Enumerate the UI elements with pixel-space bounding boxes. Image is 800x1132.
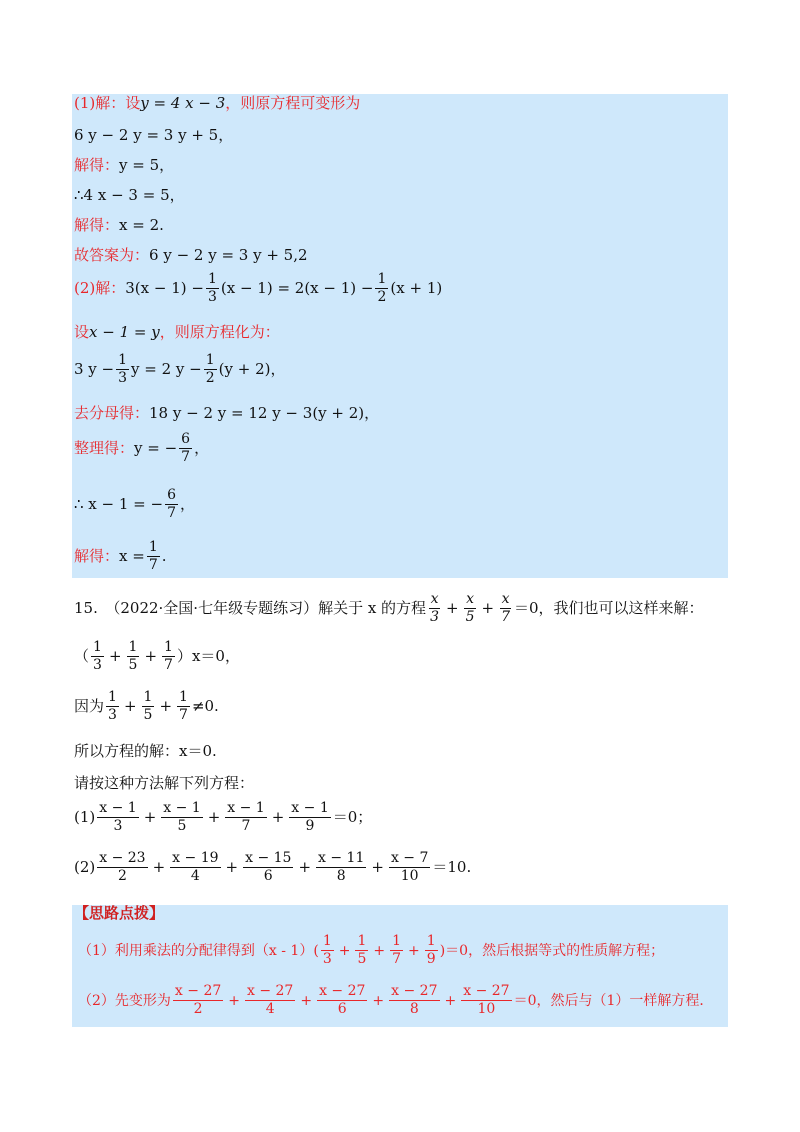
hint-title-text: 【思路点拨】	[74, 904, 165, 922]
fraction: $\frac{x - 27}{2}$	[174, 983, 222, 1018]
plus: +	[225, 858, 239, 877]
fraction: $\frac{1}{5}$	[143, 689, 153, 724]
fraction: $\frac{x - 27}{8}$	[391, 983, 438, 1018]
solution-line-7	[74, 272, 442, 306]
plus: +	[445, 599, 459, 618]
math: ∴4 x − 3 = 5，	[74, 186, 185, 204]
solution-line-2	[74, 128, 233, 143]
part-tail: ＝0；	[332, 808, 373, 827]
plus: +	[144, 647, 158, 666]
part-label: (1)	[74, 808, 96, 827]
part-tail: ＝10.	[432, 858, 472, 877]
plus: +	[108, 647, 122, 666]
label: 整理得：	[74, 439, 135, 458]
solution-line-3	[74, 158, 174, 173]
solution-line-1	[74, 96, 360, 111]
plus: +	[481, 599, 495, 618]
math: y = −	[134, 439, 178, 458]
fraction: $\frac{1}{3}$	[207, 271, 217, 306]
fraction: $\frac{1}{3}$	[322, 933, 332, 968]
plus: +	[271, 808, 285, 827]
solution-line-12	[74, 488, 195, 522]
math: 18 y − 2 y = 12 y − 3(y + 2)，	[149, 404, 380, 422]
fraction: $\frac{x - 1}{9}$	[291, 800, 329, 835]
paren: （	[74, 647, 90, 666]
question-15-step-2	[74, 690, 219, 724]
plus: +	[408, 942, 420, 959]
plus: +	[373, 942, 386, 959]
fraction: $\frac{x - 1}{3}$	[99, 800, 137, 835]
hint-text: （1）利用乘法的分配律得到（x - 1）(	[78, 942, 319, 959]
solution-line-5	[74, 218, 164, 233]
fraction: $\frac{x - 27}{4}$	[247, 983, 294, 1018]
plus: +	[143, 808, 157, 827]
fraction: $\frac{1}{3}$	[93, 639, 102, 674]
fraction: $\frac{1}{2}$	[377, 271, 387, 306]
fraction: $\frac{x - 27}{6}$	[319, 983, 366, 1018]
label: (1)解：设	[74, 94, 141, 112]
fraction: $\frac{x - 7}{10}$	[390, 850, 429, 885]
fraction: $\frac{x}{7}$	[501, 591, 510, 626]
solution-line-10	[74, 406, 379, 421]
question-15-step-3	[74, 744, 217, 759]
math: (x − 1) = 2(x − 1) −	[220, 279, 374, 298]
fraction: $\frac{x - 15}{6}$	[245, 850, 292, 885]
fraction: $\frac{1}{7}$	[392, 933, 402, 968]
fraction: $\frac{1}{7}$	[148, 539, 158, 574]
label: 去分母得：	[74, 404, 150, 422]
step-text: ）x＝0，	[176, 647, 240, 666]
solution-line-11	[74, 432, 209, 466]
plus: +	[300, 992, 313, 1009]
question-15-intro	[74, 592, 704, 626]
solution-line-6	[74, 248, 308, 263]
hint-title	[74, 906, 164, 921]
step-text: 请按这种方法解下列方程：	[74, 774, 255, 792]
label: 解得：	[74, 547, 120, 566]
fraction: $\frac{x - 11}{8}$	[318, 850, 365, 885]
math: y = 4 x − 3	[140, 94, 226, 112]
math: 6 y − 2 y = 3 y + 5,2	[149, 246, 308, 264]
plus: +	[371, 858, 384, 877]
plus: +	[372, 992, 385, 1009]
step-text: ≠0.	[191, 697, 219, 716]
fraction: $\frac{1}{3}$	[108, 689, 117, 724]
label: 故答案为：	[74, 246, 150, 264]
math: 3 y −	[74, 360, 115, 379]
math: x = 2.	[119, 216, 164, 234]
math: ∴ x − 1 = −	[74, 495, 164, 514]
plus: +	[338, 942, 351, 959]
math: x − 1 = y	[89, 323, 160, 341]
hint-line-1	[78, 934, 664, 968]
label-tail: ，则原方程化为：	[159, 323, 280, 341]
math: y = 5，	[119, 156, 175, 174]
fraction: $\frac{1}{5}$	[357, 933, 367, 968]
fraction: $\frac{1}{7}$	[179, 689, 188, 724]
fraction: $\frac{x}{3}$	[430, 591, 439, 626]
step-text: 因为	[74, 697, 105, 716]
question-15-part-2	[74, 851, 471, 885]
fraction: $\frac{x - 1}{7}$	[227, 800, 265, 835]
fraction: $\frac{1}{9}$	[426, 933, 436, 968]
plus: +	[444, 992, 457, 1009]
plus: +	[298, 858, 312, 877]
math: ，	[180, 495, 196, 514]
fraction: $\frac{x - 23}{2}$	[99, 850, 146, 885]
part-label: (2)	[74, 858, 96, 877]
label: 解得：	[74, 156, 120, 174]
math: 3(x − 1) −	[125, 279, 204, 298]
fraction: $\frac{1}{7}$	[164, 639, 173, 674]
fraction: $\frac{x - 27}{10}$	[463, 983, 510, 1018]
math: ，	[194, 439, 210, 458]
solution-line-9	[74, 353, 286, 387]
step-text: 所以方程的解：x＝0.	[74, 742, 217, 760]
fraction: $\frac{x - 1}{5}$	[163, 800, 201, 835]
label: 解得：	[74, 216, 120, 234]
math: 6 y − 2 y = 3 y + 5，	[74, 126, 234, 144]
question-text: ＝0，我们也可以这样来解：	[513, 599, 704, 618]
solution-line-4	[74, 188, 185, 203]
label: 设	[74, 323, 90, 341]
label-tail: ，则原方程可变形为	[225, 94, 361, 112]
plus: +	[159, 697, 173, 716]
hint-text: ＝0，然后与（1）一样解方程．	[513, 992, 714, 1009]
fraction: $\frac{1}{5}$	[128, 639, 138, 674]
plus: +	[228, 992, 240, 1009]
math: .	[161, 547, 167, 566]
fraction: $\frac{6}{7}$	[181, 431, 191, 466]
math: x =	[119, 547, 145, 566]
hint-text: （2）先变形为	[78, 992, 171, 1009]
math: y = 2 y −	[131, 360, 202, 379]
fraction: $\frac{1}{3}$	[118, 352, 128, 387]
fraction: $\frac{1}{2}$	[205, 352, 215, 387]
question-text: 15. （2022·全国·七年级专题练习）解关于 x 的方程	[74, 599, 427, 618]
label: (2)解：	[74, 279, 126, 298]
fraction: $\frac{x}{5}$	[465, 591, 475, 626]
math: (y + 2)，	[218, 360, 286, 379]
hint-text: )＝0，然后根据等式的性质解方程；	[439, 942, 665, 959]
plus: +	[152, 858, 166, 877]
fraction: $\frac{6}{7}$	[167, 487, 177, 522]
question-15-step-1	[74, 640, 240, 674]
plus: +	[123, 697, 137, 716]
question-15-step-4	[74, 776, 254, 791]
solution-line-8	[74, 325, 280, 340]
plus: +	[207, 808, 221, 827]
fraction: $\frac{x - 19}{4}$	[172, 850, 219, 885]
hint-line-2	[78, 984, 713, 1018]
solution-line-13	[74, 540, 167, 574]
question-15-part-1	[74, 801, 372, 835]
math: (x + 1)	[390, 279, 443, 298]
